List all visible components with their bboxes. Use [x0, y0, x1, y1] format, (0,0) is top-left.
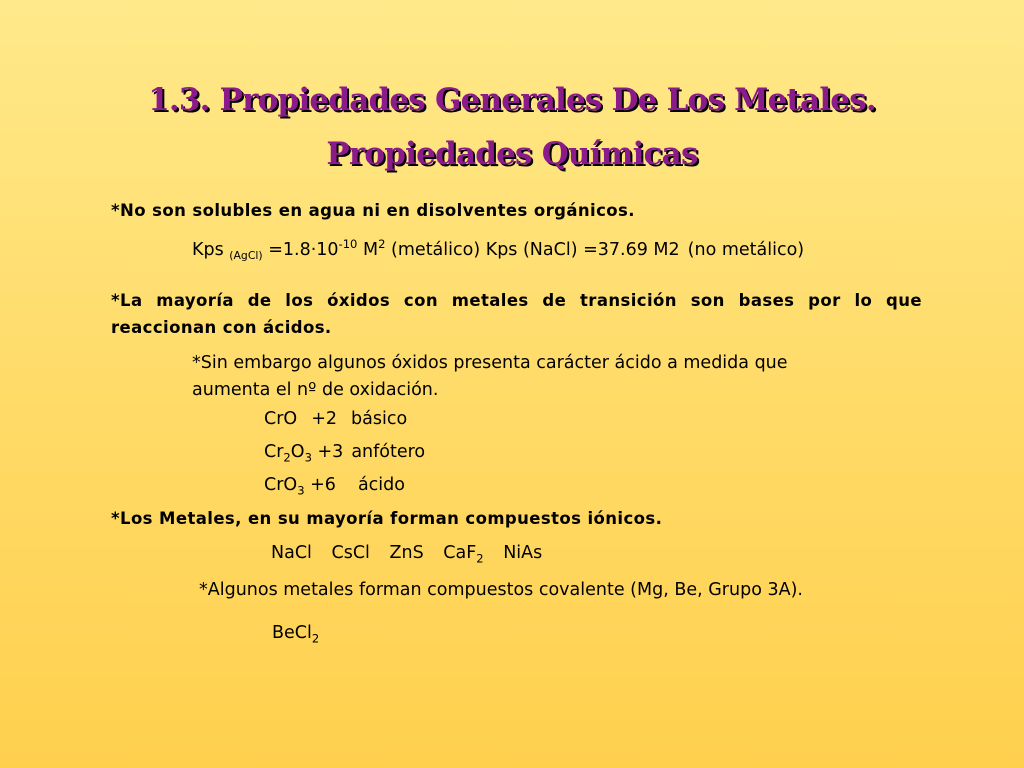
oxide-row [264, 472, 405, 499]
kps-line [192, 237, 804, 264]
oxide-nature: anfótero [351, 442, 426, 462]
oxide-formula: $Cr_2O_3$ [264, 442, 312, 465]
point-oxides: *La mayoría de los óxidos con metales de transición son bases por lo que reaccionan con ácidos. [111, 291, 922, 337]
kps-nonmetal-label: (no metálico) [687, 240, 805, 260]
note-covalent: *Algunos metales forman compuestos covalente (Mg, Be, Grupo 3A). [199, 580, 803, 600]
oxide-row [264, 406, 407, 433]
kps-label: Kps [192, 240, 224, 260]
oxide-nature: ácido [357, 475, 405, 495]
kps-agcl-subscript: (AgCl) [229, 248, 263, 262]
compound: CaF$_2$ [443, 543, 484, 566]
note-acid-oxides-line1: *Sin embargo algunos óxidos presenta carácter ácido a medida que [192, 353, 788, 373]
kps-nacl-text: (metálico) Kps (NaCl) =37.69 M2 [391, 240, 680, 260]
oxidation-state: +2 [311, 409, 338, 429]
kps-agcl-exponent: -10 [338, 237, 358, 252]
compound: CsCl [331, 543, 370, 563]
oxide-formula: CrO [264, 409, 298, 429]
oxide-formula: CrO$_3$ [264, 475, 305, 498]
note-acid-oxides-line2: aumenta el nº de oxidación. [192, 380, 439, 400]
kps-agcl-value: =1.8·10 [268, 240, 339, 260]
note-acid-oxides [192, 350, 788, 404]
kps-agcl-unit-exponent: 2 [378, 237, 386, 252]
covalent-example: BeCl$_2$ [272, 623, 320, 646]
oxidation-state: +3 [317, 442, 344, 462]
compound: ZnS [389, 543, 424, 563]
oxide-row [264, 439, 425, 466]
slide-title: 1.3. Propiedades Generales De Los Metales. Propiedades Químicas [148, 81, 876, 172]
ionic-compounds [271, 540, 542, 567]
oxidation-state: +6 [310, 475, 336, 495]
point-insoluble: *No son solubles en agua ni en disolventes orgánicos. [111, 201, 635, 220]
compound: NiAs [503, 543, 543, 563]
kps-agcl-unit: M [363, 240, 379, 260]
point-ionic: *Los Metales, en su mayoría forman compuestos iónicos. [111, 509, 663, 528]
compound: NaCl [271, 543, 312, 563]
oxide-nature: básico [351, 409, 408, 429]
